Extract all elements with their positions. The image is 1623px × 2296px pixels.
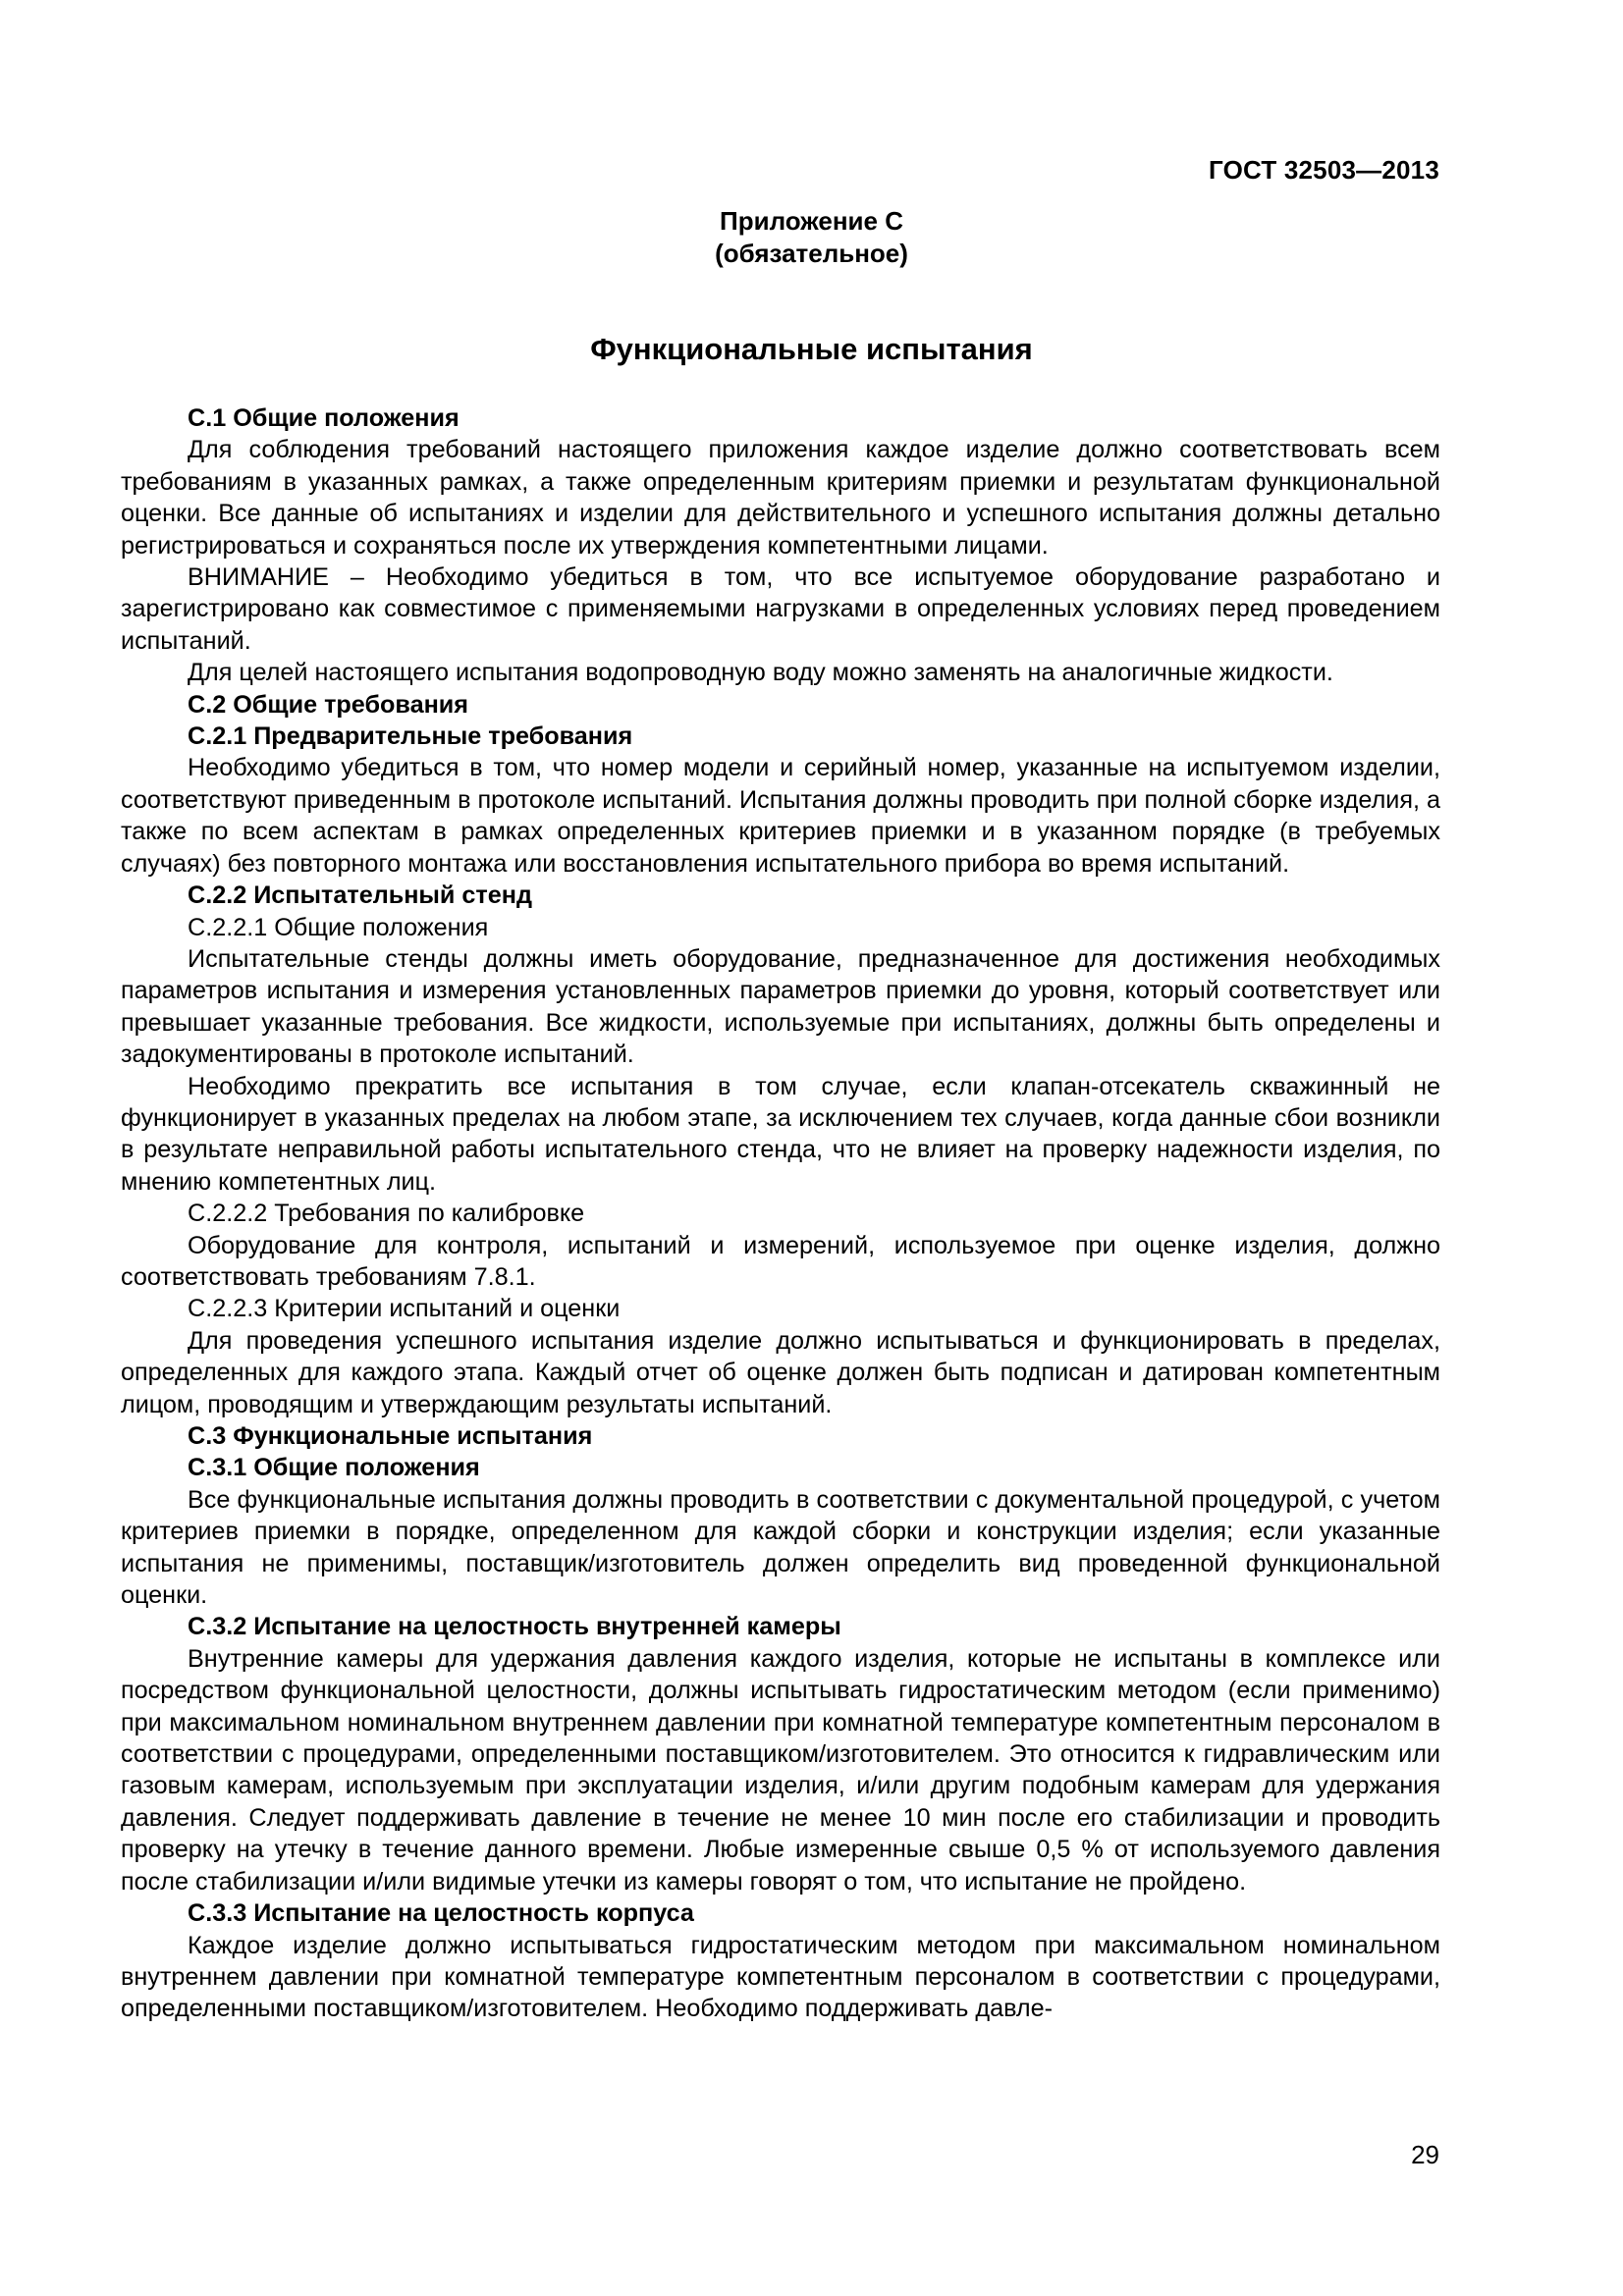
paragraph: Каждое изделие должно испытываться гидростатическим методом при максимальном номинальном внутреннем давлении при комнатной температуре компетентным персоналом в соответствии с процедурами, определенными поставщиком/изготовителем. Необходимо поддерживать давле- — [121, 1931, 1440, 2023]
section-heading: С.3.1 Общие положения — [188, 1454, 480, 1482]
paragraph: Необходимо убедиться в том, что номер модели и серийный номер, указанные на испытуемом изделии, соответствуют приведенным в протоколе испытаний. Испытания должны проводить при полной сборке изделия, а также по всем аспектам в рамках определенных критериев приемки и в указанном порядке (в требуемых случаях) без повторного монтажа или восстановления испытательного прибора во время испытаний. — [121, 754, 1440, 878]
section-heading: С.2 Общие требования — [188, 690, 468, 719]
paragraph: С.2.2.1 Общие положения — [188, 913, 489, 941]
paragraph: Для целей настоящего испытания водопроводную воду можно заменять на аналогичные жидкости. — [188, 659, 1333, 687]
paragraph: С.2.2.3 Критерии испытаний и оценки — [188, 1295, 621, 1323]
document-code: ГОСТ 32503—2013 — [1209, 155, 1439, 185]
paragraph: ВНИМАНИЕ – Необходимо убедиться в том, что все испытуемое оборудование разработано и зарегистрировано как совместимое с применяемыми нагрузками в определенных условиях перед проведением испытаний. — [121, 563, 1440, 655]
paragraph: Для соблюдения требований настоящего приложения каждое изделие должно соответствовать всем требованиям в указанных рамках, а также определенным критериям приемки и результатам функциональной оценки. Все данные об испытаниях и изделии для действительного и успешного испытания должны детально регистрироваться и сохраняться после их утверждения компетентными лицами. — [121, 436, 1440, 560]
annex-status: (обязательное) — [715, 239, 908, 268]
section-heading: С.2.2 Испытательный стенд — [188, 881, 532, 910]
section-heading: С.3.2 Испытание на целостность внутренней камеры — [188, 1613, 841, 1641]
paragraph: Для проведения успешного испытания изделие должно испытываться и функционировать в пределах, определенных для каждого этапа. Каждый отчет об оценке должен быть подписан и датирован компетентным лицом, проводящим и утверждающим результаты испытаний. — [121, 1326, 1440, 1418]
paragraph: Оборудование для контроля, испытаний и измерений, используемое при оценке изделия, должно соответствовать требованиям 7.8.1. — [121, 1231, 1440, 1291]
document-body — [121, 402, 1440, 2025]
paragraph: Испытательные стенды должны иметь оборудование, предназначенное для достижения необходимых параметров испытания и измерения установленных параметров приемки до уровня, который соответствует или превышает указанные требования. Все жидкости, используемые при испытаниях, должны быть определены и задокументированы в протоколе испытаний. — [121, 944, 1440, 1069]
annex-label: Приложение С — [720, 206, 903, 236]
section-heading: С.3.3 Испытание на целостность корпуса — [188, 1899, 694, 1928]
section-heading: С.3 Функциональные испытания — [188, 1422, 593, 1450]
section-heading: С.2.1 Предварительные требования — [188, 722, 633, 751]
paragraph: Необходимо прекратить все испытания в том случае, если клапан-отсекатель скважинный не функционирует в указанных пределах на любом этапе, за исключением тех случаев, когда данные сбои возникли в результате неправильной работы испытательного стенда, что не влияет на проверку надежности изделия, по мнению компетентных лиц. — [121, 1072, 1440, 1196]
paragraph: С.2.2.2 Требования по калибровке — [188, 1200, 585, 1228]
annex-heading — [0, 205, 1623, 270]
paragraph: Все функциональные испытания должны проводить в соответствии с документальной процедурой, с учетом критериев приемки в порядке, определенном для каждой сборки и конструкции изделия; если указанные испытания не применимы, поставщик/изготовитель должен определить вид проведенной функциональной оценки. — [121, 1485, 1440, 1610]
page-number: 29 — [1411, 2140, 1439, 2169]
page-title: Функциональные испытания — [590, 332, 1033, 366]
paragraph: Внутренние камеры для удержания давления каждого изделия, которые не испытаны в комплексе или посредством функциональной целостности, должны испытывать гидростатическим методом (если применимо) при максимальном номинальном внутреннем давлении при комнатной температуре компетентным персоналом в соответствии с процедурами, определенными поставщиком/изготовителем. Это относится к гидравлическим или газовым камерам, используемым при эксплуатации изделия, и/или другим подобным камерам для удержания давления. Следует поддерживать давление в течение не менее 10 мин после его стабилизации и проводить проверку на утечку в течение данного времени. Любые измеренные свыше 0,5 % от используемого давления после стабилизации и/или видимые утечки из камеры говорят о том, что испытание не пройдено. — [121, 1644, 1440, 1896]
section-heading: С.1 Общие положения — [188, 404, 460, 432]
